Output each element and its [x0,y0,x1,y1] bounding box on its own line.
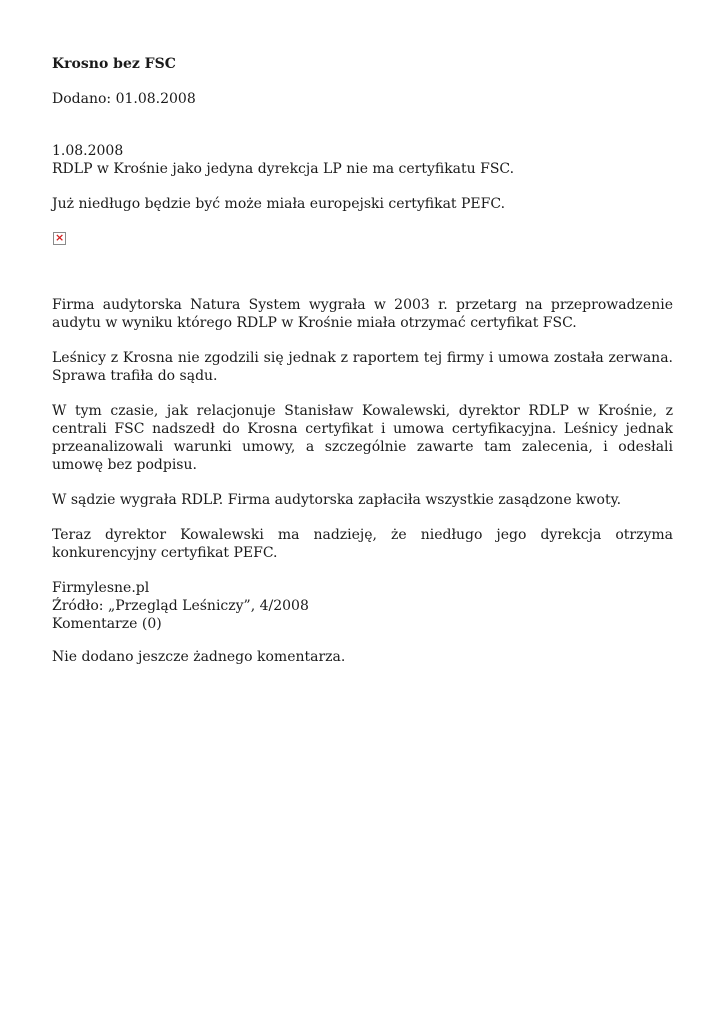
paragraph: Teraz dyrektor Kowalewski ma nadzieję, że niedługo jego dyrekcja otrzyma konkurencyjny certyfikat PEFC. [52,527,673,561]
paragraph: Leśnicy z Krosna nie zgodzili się jednak z raportem tej firmy i umowa została zerwana. Sprawa trafiła do sądu. [52,350,673,384]
paragraph: W sądzie wygrała RDLP. Firma audytorska zapłaciła wszystkie zasądzone kwoty. [52,492,622,508]
comments-count: Komentarze (0) [52,616,162,632]
paragraph: W tym czasie, jak relacjonuje Stanisław Kowalewski, dyrektor RDLP w Krośnie, z centrali FSC nadszedł do Krosna certyfikat i umowa certyfikacyjna. Leśnicy jednak przeanalizowali warunki umowy, a szczególnie zawarte tam zalecenia, i odesłali umowę bez podpisu. [52,403,673,473]
article-image [52,230,673,296]
broken-image-icon: × [55,231,65,244]
source-block [52,579,673,633]
article-lead: RDLP w Krośnie jako jedyna dyrekcja LP nie ma certyfikatu FSC. [52,161,515,177]
date-added: Dodano: 01.08.2008 [52,91,196,107]
article-subtitle: Już niedługo będzie być może miała europejski certyfikat PEFC. [52,196,506,212]
source-site: Firmylesne.pl [52,580,150,596]
article-date-block [52,142,673,178]
no-comments-message: Nie dodano jeszcze żadnego komentarza. [52,649,346,665]
article-title: Krosno bez FSC [52,56,176,72]
article [52,55,673,683]
paragraph: Firma audytorska Natura System wygrała w 2003 r. przetarg na przeprowadzenie audytu w wyniku którego RDLP w Krośnie miała otrzymać certyfikat FSC. [52,297,673,331]
article-date: 1.08.2008 [52,143,124,159]
source-reference: Źródło: „Przegląd Leśniczy”, 4/2008 [52,598,309,614]
